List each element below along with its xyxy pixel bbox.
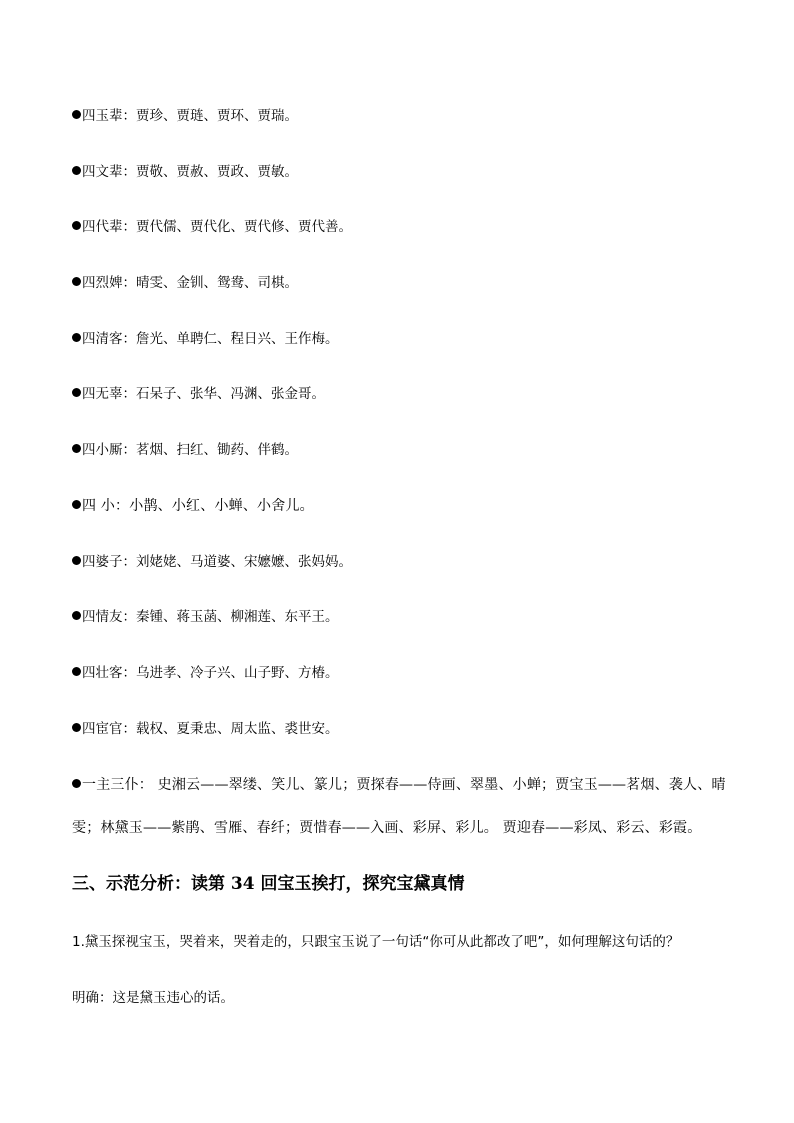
- answer-text: 明确：这是黛玉违心的话。: [72, 990, 234, 1006]
- list-item-four-retainers: 四清客：詹光、单聘仁、程日兴、王作梅。: [72, 329, 339, 349]
- list-item-four-little-ones: 四 小：小鹊、小红、小蝉、小舍儿。: [72, 496, 314, 516]
- list-item-four-innocents: 四无辜：石呆子、张华、冯渊、张金哥。: [72, 384, 325, 404]
- list-item-four-old-women: 四婆子：刘姥姥、马道婆、宋嬷嬷、张妈妈。: [72, 552, 352, 572]
- list-item-master-servants-line-1: 一主三仆： 史湘云——翠缕、笑儿、篆儿；贾探春——侍画、翠墨、小蝉；贾宝玉——茗烟、袭人、晴: [72, 775, 726, 795]
- bullet-icon: [72, 221, 81, 230]
- list-item-four-wen-generation: 四文辈：贾敬、贾赦、贾政、贾敏。: [72, 162, 298, 182]
- section-heading: 三、示范分析：读第 34 回宝玉挨打，探究宝黛真情: [72, 874, 465, 894]
- bullet-icon: [72, 667, 81, 676]
- bullet-icon: [72, 611, 81, 620]
- list-item-four-close-friends: 四情友：秦锺、蒋玉菡、柳湘莲、东平王。: [72, 607, 339, 627]
- list-item-four-jade-generation: 四玉辈：贾珍、贾琏、贾环、贾瑞。: [72, 106, 298, 126]
- bullet-icon: [72, 166, 81, 175]
- bullet-icon: [72, 779, 81, 788]
- bullet-icon: [72, 444, 81, 453]
- question-text: 1.黛玉探视宝玉，哭着来，哭着走的，只跟宝玉说了一句话“你可从此都改了吧”，如何理解这句话的？: [72, 934, 680, 950]
- list-item-four-dai-generation: 四代辈：贾代儒、贾代化、贾代修、贾代善。: [72, 217, 352, 237]
- bullet-icon: [72, 333, 81, 342]
- list-item-four-pageboys: 四小厮：茗烟、扫红、锄药、伴鹤。: [72, 440, 298, 460]
- list-item-four-eunuchs: 四宦官：载权、夏秉忠、周太监、裘世安。: [72, 719, 339, 739]
- bullet-icon: [72, 500, 81, 509]
- list-item-four-strong-guests: 四壮客：乌进孝、冷子兴、山子野、方椿。: [72, 663, 339, 683]
- list-item-four-loyal-maids: 四烈婢：晴雯、金钏、鸳鸯、司棋。: [72, 273, 298, 293]
- bullet-icon: [72, 277, 81, 286]
- bullet-icon: [72, 723, 81, 732]
- list-item-master-servants-line-2: 雯；林黛玉——紫鹃、雪雁、春纤；贾惜春——入画、彩屏、彩儿。 贾迎春——彩凤、彩云、彩霞。: [72, 820, 702, 836]
- bullet-icon: [72, 388, 81, 397]
- bullet-icon: [72, 110, 81, 119]
- bullet-icon: [72, 556, 81, 565]
